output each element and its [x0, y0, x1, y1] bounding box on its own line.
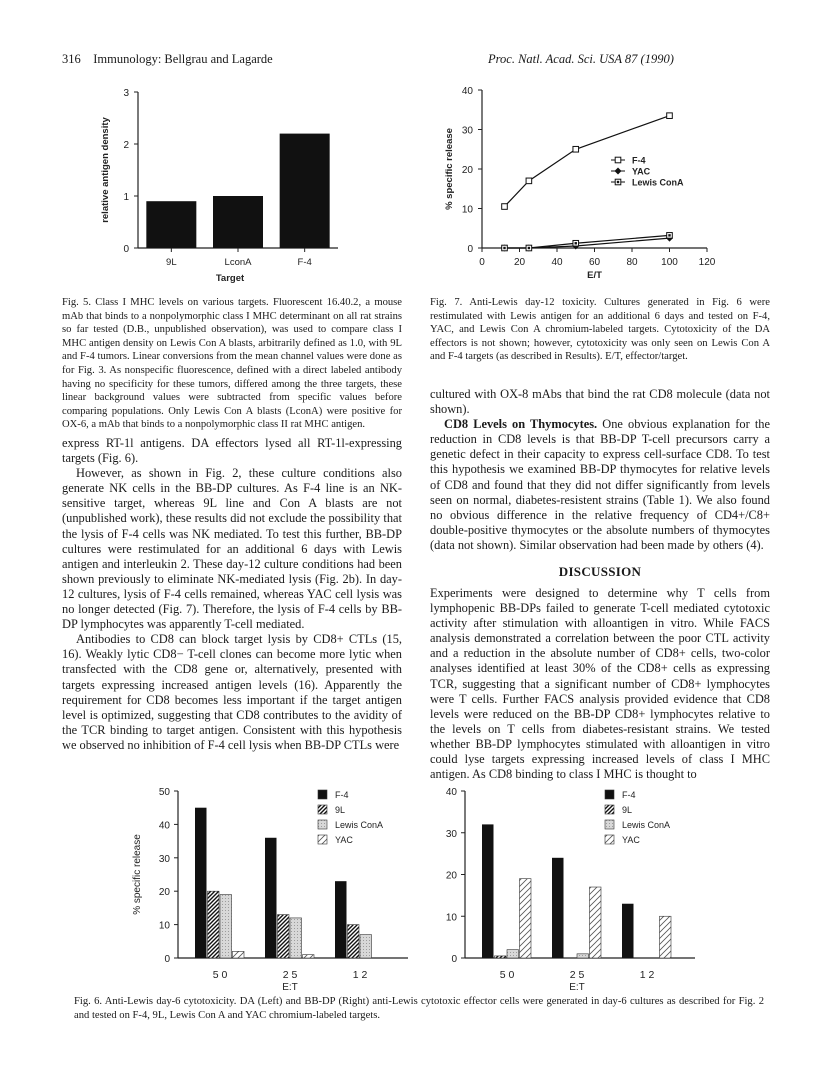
- fig6-bar-charts: [128, 762, 738, 993]
- bar: [552, 858, 564, 958]
- y-tick-label: 30: [461, 125, 473, 137]
- bar: [520, 879, 532, 958]
- bar: [303, 955, 315, 958]
- legend-marker-core: [617, 181, 619, 183]
- legend-swatch: [605, 835, 614, 844]
- bar: [348, 925, 360, 958]
- x-tick-label: LconA: [224, 257, 252, 268]
- bar: [220, 895, 232, 958]
- y-tick-label: 20: [461, 165, 473, 176]
- y-tick-label: 0: [164, 954, 170, 965]
- y-tick-label: 2: [123, 140, 129, 151]
- x-tick-label: 80: [626, 257, 638, 268]
- legend-label: 9L: [335, 805, 346, 815]
- legend-label: Lewis ConA: [335, 820, 384, 830]
- legend-swatch: [318, 835, 327, 844]
- left-column-text: [62, 436, 402, 753]
- run-in-heading: CD8 Levels on Thymocytes.: [444, 417, 598, 432]
- bar: [208, 891, 220, 958]
- running-header: [62, 52, 273, 67]
- y-tick-label: 30: [158, 853, 170, 865]
- x-tick-label: 1 2: [639, 969, 655, 981]
- y-axis-title: % specific release: [444, 128, 455, 210]
- paragraph: Antibodies to CD8 can block target lysis by CD8+ CTLs (15, 16). Weakly lytic CD8− T-cell clones can become more lytic when transfected with the CD8 gene or, alternatively, presented with targets expressing increased antigen levels (16). Apparently the requirement for CD8 becomes less important if the target antigen level is optimized, suggesting that CD8 contributes to the avidity of the TCR binding to target antigen. Consistent with this hypothesis we observed no inhibition of F-4 cell lysis when BB-DP CTLs were: [62, 632, 402, 752]
- legend-swatch: [318, 820, 327, 829]
- data-point-core: [668, 234, 670, 236]
- bar: [590, 887, 602, 958]
- legend-label: 9L: [622, 805, 633, 815]
- data-point: [526, 178, 532, 184]
- bar: [213, 196, 263, 248]
- data-point-core: [575, 242, 577, 244]
- data-point: [667, 113, 673, 119]
- x-tick-label: 100: [661, 257, 678, 268]
- y-tick-label: 40: [461, 86, 473, 97]
- y-axis-title: relative antigen density: [100, 117, 111, 223]
- y-tick-label: 50: [158, 787, 170, 798]
- y-tick-label: 0: [451, 954, 457, 965]
- y-tick-label: 40: [158, 820, 170, 832]
- legend-label: F-4: [622, 790, 636, 800]
- bar: [577, 954, 589, 958]
- bar: [660, 916, 672, 958]
- y-tick-label: 0: [123, 244, 129, 255]
- x-axis-title: E:T: [569, 982, 585, 993]
- journal-citation: Proc. Natl. Acad. Sci. USA 87 (1990): [488, 52, 674, 66]
- x-tick-label: 0: [479, 257, 485, 268]
- paragraph: [430, 417, 770, 553]
- x-tick-label: 40: [551, 257, 563, 268]
- bar: [146, 201, 196, 248]
- x-tick-label: 120: [698, 257, 716, 268]
- bar: [233, 951, 245, 958]
- fig7-line-chart: [430, 80, 740, 280]
- bar: [290, 918, 302, 958]
- bar: [195, 808, 207, 958]
- discussion-text: [430, 586, 770, 782]
- y-tick-label: 20: [445, 870, 457, 882]
- y-tick-label: 0: [467, 244, 473, 255]
- legend-label: YAC: [632, 166, 651, 177]
- data-point-core: [528, 247, 530, 249]
- bar: [482, 824, 494, 958]
- fig5-caption: Fig. 5. Class I MHC levels on various targets. Fluorescent 16.40.2, a mouse mAb that binds to a nonpolymorphic class I MHC determinant on all rat strains so far tested (D.B., unpublished observation), was used to compare class I MHC antigen density on Lewis Con A blasts, arbitrarily defined as 1.0, with 9L and F-4 tumors. Linear conversions from the mean channel values were done as for Fig. 3. As nonspecific fluorescence, defined with a direct labeled antibody having no specificity for these tumors, differed among the three targets, these linear background values were subtracted from specific values before comparing populations. Only Lewis Con A blasts (LconA) were positive for OX-6, a mAb that binds to a nonpolymorphic class II rat MHC antigen.: [62, 297, 402, 431]
- legend-label: YAC: [335, 835, 353, 845]
- y-tick-label: 10: [445, 912, 457, 924]
- bar: [265, 838, 277, 958]
- legend-marker: [615, 168, 622, 175]
- legend-swatch: [605, 820, 614, 829]
- bar: [622, 904, 634, 958]
- y-tick-label: 3: [123, 88, 129, 99]
- paragraph: However, as shown in Fig. 2, these culture conditions also generate NK cells in the BB-DP cultures. As F-4 line is an NK-sensitive target, whereas 9L line and Con A blasts are not (unpublished work), these results did not exclude the possibility that the lysis of F-4 cells was NK mediated. To test this further, BB-DP cultures were restimulated for an additional 6 days with Lewis antigen and interleukin 2. These day-12 culture conditions had been shown previously to eliminate NK-mediated lysis (Fig. 2b). In day-12 cultures, lysis of F-4 cells remained, whereas YAC cell lysis was no longer detected (Fig. 7). Therefore, the lysis of F-4 cells by BB-DP lymphocytes was apparently T-cell mediated.: [62, 466, 402, 632]
- x-tick-label: 20: [513, 257, 526, 268]
- legend-swatch: [605, 790, 614, 799]
- bar: [280, 134, 330, 248]
- x-tick-label: 9L: [166, 257, 177, 268]
- legend-label: Lewis ConA: [622, 820, 671, 830]
- y-tick-label: 40: [445, 787, 457, 798]
- right-column-text: [430, 387, 770, 553]
- x-axis-title: E:T: [282, 982, 298, 993]
- legend-swatch: [605, 805, 614, 814]
- paragraph: express RT-1l antigens. DA effectors lysed all RT-1l-expressing targets (Fig. 6).: [62, 436, 402, 466]
- y-tick-label: 30: [445, 828, 457, 840]
- x-tick-label: 2 5: [569, 969, 585, 981]
- y-tick-label: 20: [158, 887, 170, 899]
- fig5-bar-chart: [88, 80, 358, 290]
- y-tick-label: 1: [123, 192, 129, 203]
- data-point: [573, 146, 579, 152]
- journal-section: Immunology: Bellgrau and Lagarde: [93, 52, 273, 66]
- legend-label: F-4: [632, 155, 646, 166]
- paragraph: Experiments were designed to determine why T cells from lymphopenic BB-DPs failed to generate T-cell mediated cytotoxic activity after stimulation with alloantigen in vitro. While FACS analysis demonstrated a correlation between the poor CTL activity and a reduction in the absolute number of CD8+ cells, two-color analyses identified at least 30% of the CD8+ cells as expressing TCR, suggesting that a significant number of CD8+ lymphocytes were T cells. Further FACS analysis provided evidence that CD8 levels were reduced on the BB-DP CD8+ lymphocytes relative to the levels on T cells from diabetes-resistant strains. We tested whether BB-DP lymphocytes stimulated with alloantigen in vitro could lyse targets expressing increased levels of class I MHC antigen. As CD8 binding to class I MHC is thought to: [430, 586, 770, 782]
- x-tick-label: 60: [588, 257, 601, 268]
- bar: [335, 881, 347, 958]
- data-point-core: [503, 247, 505, 249]
- x-tick-label: 5 0: [499, 969, 515, 981]
- x-tick-label: 2 5: [282, 969, 298, 981]
- legend-label: YAC: [622, 835, 640, 845]
- legend-marker: [615, 157, 621, 163]
- bar: [360, 935, 372, 958]
- fig6-caption: Fig. 6. Anti-Lewis day-6 cytotoxicity. DA (Left) and BB-DP (Right) anti-Lewis cytotoxic effector cells were generated in day-6 cultures as described for Fig. 2 and tested on F-4, 9L, Lewis Con A and YAC chromium-labeled targets.: [74, 996, 764, 1021]
- legend-swatch: [318, 790, 327, 799]
- y-tick-label: 10: [461, 204, 473, 216]
- bar: [507, 950, 519, 958]
- paragraph: cultured with OX-8 mAbs that bind the rat CD8 molecule (data not shown).: [430, 387, 770, 417]
- x-tick-label: F-4: [297, 257, 312, 268]
- x-tick-label: 1 2: [352, 969, 368, 981]
- page-number: 316: [62, 52, 81, 66]
- bar: [278, 915, 290, 958]
- fig7-caption: Fig. 7. Anti-Lewis day-12 toxicity. Cultures generated in Fig. 6 were restimulated with Lewis antigen for an additional 6 days and tested on F-4, YAC, and Lewis Con A chromium-labeled targets. Cytotoxicity of the DA effectors is not shown; however, cytotoxicity was only seen on Lewis Con A and F-4 targets (as described in Results). E/T, effector/target.: [430, 297, 770, 363]
- x-tick-label: 5 0: [212, 969, 228, 981]
- legend-label: Lewis ConA: [632, 177, 684, 188]
- x-axis-title: E/T: [587, 270, 602, 281]
- paragraph-body: One obvious explanation for the reduction in CD8 levels is that BB-DP T-cell precursors carry a genetic defect in their capacity to express cell-surface CD8. To test this hypothesis we examined BB-DP thymocytes for relative levels of CD8 and found that they did not differ significantly from levels seen on normal, diabetes-resistent strains (Table 1). We also found no obvious difference in the relative frequency of CD4+/C8+ double-positive thymocytes or the absolute numbers of thymocytes (data not shown). Similar observation had been made by others (4).: [430, 417, 770, 552]
- y-axis-title: % specific release: [132, 834, 143, 915]
- y-tick-label: 10: [158, 920, 170, 932]
- section-heading: DISCUSSION: [558, 564, 642, 579]
- data-point: [502, 204, 508, 210]
- bar: [495, 956, 507, 958]
- x-axis-title: Target: [215, 273, 245, 284]
- legend-label: F-4: [335, 790, 349, 800]
- legend-swatch: [318, 805, 327, 814]
